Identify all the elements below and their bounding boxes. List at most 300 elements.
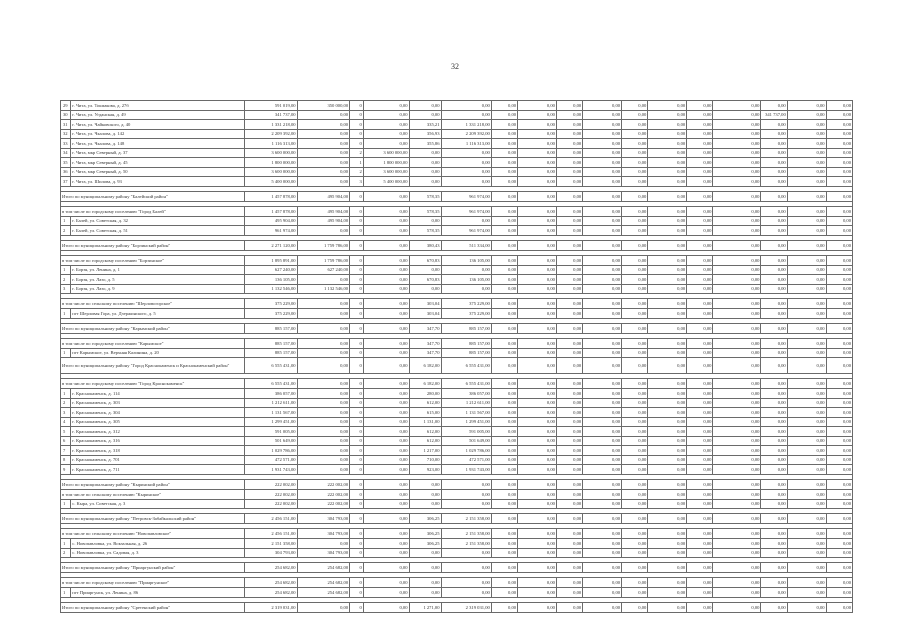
value-cell: 0,00 <box>761 216 787 226</box>
value-cell: 0,00 <box>409 216 441 226</box>
value-cell: 2 <box>350 167 364 177</box>
value-cell: 0,00 <box>518 101 557 111</box>
house-row <box>61 417 853 427</box>
value-cell: 303,04 <box>409 299 441 309</box>
value-cell: 0,00 <box>622 275 648 285</box>
value-cell: 0,00 <box>491 255 517 265</box>
value-cell: 6 555 431,00 <box>441 358 491 374</box>
value-cell: 0,00 <box>363 226 409 236</box>
value-cell: 2 319 031,00 <box>244 602 297 612</box>
value-cell: 254 682,00 <box>244 578 297 588</box>
value-cell: 0 <box>350 120 364 130</box>
value-cell: 0,00 <box>687 129 713 139</box>
value-cell: 511 334,00 <box>441 240 491 250</box>
address-cell: г. Краснокаменск, д. 305 <box>71 417 245 427</box>
value-cell: 0,00 <box>583 191 622 201</box>
value-cell: 0,00 <box>518 226 557 236</box>
value-cell: 0,00 <box>556 514 582 524</box>
value-cell: 0,00 <box>583 216 622 226</box>
value-cell: 0,00 <box>622 489 648 499</box>
row-number: 7 <box>61 446 71 456</box>
value-cell: 0,00 <box>518 167 557 177</box>
value-cell: 0,00 <box>409 177 441 187</box>
value-cell: 612,00 <box>409 436 441 446</box>
value-cell: 0,00 <box>518 158 557 168</box>
value-cell: 2 151 358,00 <box>244 539 297 549</box>
value-cell: 0,00 <box>713 479 761 489</box>
value-cell: 0,00 <box>556 348 582 358</box>
value-cell: 0,00 <box>687 206 713 216</box>
value-cell: 0,00 <box>761 588 787 598</box>
value-cell: 0,00 <box>622 499 648 509</box>
value-cell: 0,00 <box>622 588 648 598</box>
value-cell: 0,00 <box>583 563 622 573</box>
house-row <box>61 548 853 558</box>
value-cell: 0,00 <box>409 167 441 177</box>
value-cell: 591 005,00 <box>244 427 297 437</box>
value-cell: 0,00 <box>491 563 517 573</box>
value-cell: 0,00 <box>648 206 687 216</box>
value-cell: 0,00 <box>648 398 687 408</box>
value-cell: 0,00 <box>491 588 517 598</box>
value-cell: 0,00 <box>687 284 713 294</box>
value-cell: 0,00 <box>687 602 713 612</box>
value-cell: 0,00 <box>787 348 826 358</box>
value-cell: 0,00 <box>787 379 826 389</box>
value-cell: 0,00 <box>687 338 713 348</box>
value-cell: 0,00 <box>761 275 787 285</box>
value-cell: 0,00 <box>826 379 852 389</box>
house-row <box>61 389 853 399</box>
value-cell: 0 <box>350 129 364 139</box>
value-cell: 0,00 <box>687 255 713 265</box>
value-cell: 0,00 <box>648 499 687 509</box>
subtotal-row <box>61 489 853 499</box>
value-cell: 0,00 <box>713 338 761 348</box>
house-row <box>61 499 853 509</box>
value-cell: 0,00 <box>363 455 409 465</box>
value-cell: 1 457 878,00 <box>244 191 297 201</box>
value-cell: 1 800 000,00 <box>363 158 409 168</box>
value-cell: 0,00 <box>648 529 687 539</box>
value-cell: 591 019,00 <box>244 101 297 111</box>
value-cell: 3 600 000,00 <box>244 148 297 158</box>
value-cell: 0,00 <box>409 284 441 294</box>
value-cell: 0,00 <box>491 408 517 418</box>
value-cell: 0,00 <box>787 299 826 309</box>
value-cell: 0 <box>350 206 364 216</box>
value-cell: 0 <box>350 191 364 201</box>
value-cell: 0,00 <box>622 479 648 489</box>
value-cell: 0,00 <box>556 427 582 437</box>
value-cell: 0,00 <box>363 275 409 285</box>
value-cell: 0,00 <box>583 129 622 139</box>
value-cell: 347,70 <box>409 323 441 333</box>
value-cell: 0,00 <box>687 563 713 573</box>
value-cell: 0,00 <box>297 158 350 168</box>
value-cell: 0,00 <box>761 446 787 456</box>
house-row <box>61 216 853 226</box>
value-cell: 0,00 <box>622 110 648 120</box>
subtotal-row <box>61 338 853 348</box>
value-cell: 0,00 <box>713 578 761 588</box>
value-cell: 0,00 <box>787 539 826 549</box>
value-cell: 0,00 <box>297 417 350 427</box>
value-cell: 0,00 <box>761 323 787 333</box>
value-cell: 0,00 <box>491 299 517 309</box>
value-cell: 0,00 <box>787 465 826 475</box>
value-cell: 0,00 <box>713 489 761 499</box>
value-cell: 0,00 <box>826 255 852 265</box>
subtotal-row <box>61 529 853 539</box>
value-cell: 0,00 <box>787 588 826 598</box>
value-cell: 0,00 <box>713 275 761 285</box>
value-cell: 0,00 <box>787 206 826 216</box>
value-cell: 0,00 <box>297 323 350 333</box>
value-cell: 0,00 <box>491 455 517 465</box>
value-cell: 501 649,00 <box>441 436 491 446</box>
house-row <box>61 408 853 418</box>
value-cell: 0,00 <box>491 191 517 201</box>
value-cell: 0,00 <box>491 436 517 446</box>
value-cell: 0,00 <box>787 139 826 149</box>
value-cell: 0,00 <box>787 129 826 139</box>
value-cell: 0,00 <box>713 129 761 139</box>
value-cell: 0,00 <box>556 588 582 598</box>
value-cell: 0,00 <box>826 284 852 294</box>
value-cell: 0,00 <box>583 499 622 509</box>
value-cell: 0,00 <box>761 265 787 275</box>
value-cell: 0,00 <box>491 379 517 389</box>
address-cell: г. Чита, ул. Токмакова, д. 27б <box>71 101 245 111</box>
value-cell: 0,00 <box>491 129 517 139</box>
value-cell: 0 <box>350 436 364 446</box>
value-cell: 0,00 <box>518 446 557 456</box>
value-cell: 0,00 <box>491 479 517 489</box>
value-cell: 0,00 <box>441 479 491 489</box>
value-cell: 0,00 <box>761 379 787 389</box>
value-cell: 0,00 <box>583 158 622 168</box>
value-cell: 0,00 <box>648 548 687 558</box>
value-cell: 578,35 <box>409 206 441 216</box>
value-cell: 0,00 <box>648 191 687 201</box>
subtotal-label: Итого по муниципальному району "Карымский район" <box>61 323 245 333</box>
value-cell: 0,00 <box>491 529 517 539</box>
value-cell: 375 229,00 <box>244 309 297 319</box>
value-cell: 0,00 <box>826 465 852 475</box>
value-cell: 0,00 <box>713 602 761 612</box>
subtotal-row <box>61 323 853 333</box>
value-cell: 0,00 <box>491 499 517 509</box>
address-cell: с. Кыра, ул. Советская, д. 3 <box>71 499 245 509</box>
row-number: 2 <box>61 275 71 285</box>
value-cell: 0,00 <box>622 446 648 456</box>
value-cell: 280,00 <box>409 389 441 399</box>
value-cell: 2 209 392,00 <box>441 129 491 139</box>
value-cell: 0,00 <box>648 309 687 319</box>
value-cell: 612,00 <box>409 427 441 437</box>
value-cell: 0,00 <box>622 139 648 149</box>
value-cell: 304 793,00 <box>297 548 350 558</box>
value-cell: 0,00 <box>556 548 582 558</box>
value-cell: 0,00 <box>687 265 713 275</box>
address-cell: г. Краснокаменск, д. 304 <box>71 408 245 418</box>
value-cell: 0,00 <box>622 417 648 427</box>
value-cell: 1 331 218,00 <box>441 120 491 130</box>
value-cell: 0,00 <box>556 226 582 236</box>
value-cell: 3 600 000,00 <box>244 167 297 177</box>
row-number: 2 <box>61 398 71 408</box>
value-cell: 0,00 <box>363 417 409 427</box>
value-cell: 0,00 <box>297 348 350 358</box>
value-cell: 0 <box>350 110 364 120</box>
value-cell: 0,00 <box>713 206 761 216</box>
value-cell: 306,25 <box>409 539 441 549</box>
value-cell: 0,00 <box>787 514 826 524</box>
value-cell: 0,00 <box>491 323 517 333</box>
value-cell: 0,00 <box>518 379 557 389</box>
value-cell: 0,00 <box>441 148 491 158</box>
value-cell: 0 <box>350 417 364 427</box>
value-cell: 0,00 <box>687 578 713 588</box>
value-cell: 0,00 <box>713 408 761 418</box>
value-cell: 0,00 <box>761 465 787 475</box>
value-cell: 0,00 <box>787 177 826 187</box>
value-cell: 0,00 <box>583 275 622 285</box>
value-cell: 0,00 <box>363 588 409 598</box>
address-cell: с. Новопавловка, ул. Вокзальная, д. 26 <box>71 539 245 549</box>
value-cell: 0,00 <box>761 548 787 558</box>
address-cell: г. Борзя, ул. Лазо, д. 9 <box>71 284 245 294</box>
house-row <box>61 120 853 130</box>
value-cell: 222 002,00 <box>244 499 297 509</box>
subtotal-row <box>61 206 853 216</box>
value-cell: 0,00 <box>687 539 713 549</box>
value-cell: 0,00 <box>297 427 350 437</box>
row-number: 32 <box>61 129 71 139</box>
value-cell: 0,00 <box>826 602 852 612</box>
value-cell: 0,00 <box>787 455 826 465</box>
value-cell: 2 151 358,00 <box>441 529 491 539</box>
subtotal-label: в том числе по сельскому поселению "Кыринское" <box>61 489 245 499</box>
house-row <box>61 139 853 149</box>
value-cell: 0,00 <box>363 191 409 201</box>
value-cell: 1 131 567,00 <box>441 408 491 418</box>
value-cell: 0,00 <box>787 284 826 294</box>
house-row <box>61 455 853 465</box>
value-cell: 0,00 <box>826 514 852 524</box>
value-cell: 0,00 <box>687 427 713 437</box>
value-cell: 0,00 <box>622 167 648 177</box>
value-cell: 0,00 <box>761 563 787 573</box>
value-cell: 0,00 <box>826 417 852 427</box>
value-cell: 0,00 <box>826 358 852 374</box>
value-cell: 0,00 <box>687 139 713 149</box>
value-cell: 0,00 <box>409 578 441 588</box>
value-cell: 222 002,00 <box>244 489 297 499</box>
value-cell: 0,00 <box>713 588 761 598</box>
value-cell: 254 682,00 <box>244 588 297 598</box>
row-number: 1 <box>61 348 71 358</box>
address-cell: г. Борзя, ул. Ленина, д. 1 <box>71 265 245 275</box>
value-cell: 222 002,00 <box>297 489 350 499</box>
value-cell: 0,00 <box>583 389 622 399</box>
value-cell: 0,00 <box>556 101 582 111</box>
value-cell: 0,00 <box>518 479 557 489</box>
value-cell: 0,00 <box>491 446 517 456</box>
value-cell: 0,00 <box>518 110 557 120</box>
value-cell: 0,00 <box>518 427 557 437</box>
value-cell: 335,21 <box>409 120 441 130</box>
house-row <box>61 427 853 437</box>
value-cell: 375 229,00 <box>441 309 491 319</box>
value-cell: 0,00 <box>583 455 622 465</box>
value-cell: 0,00 <box>761 338 787 348</box>
value-cell: 591 005,00 <box>441 427 491 437</box>
value-cell: 0,00 <box>583 446 622 456</box>
value-cell: 0,00 <box>518 139 557 149</box>
value-cell: 495 904,00 <box>244 216 297 226</box>
value-cell: 0,00 <box>648 323 687 333</box>
value-cell: 0,00 <box>761 255 787 265</box>
value-cell: 0,00 <box>713 216 761 226</box>
value-cell: 0,00 <box>363 563 409 573</box>
value-cell: 0,00 <box>648 602 687 612</box>
value-cell: 961 974,00 <box>441 191 491 201</box>
value-cell: 0,00 <box>363 398 409 408</box>
value-cell: 380,43 <box>409 240 441 250</box>
value-cell: 0,00 <box>622 177 648 187</box>
row-number: 3 <box>61 408 71 418</box>
value-cell: 6 182,00 <box>409 358 441 374</box>
value-cell: 0,00 <box>363 446 409 456</box>
value-cell: 495 904,00 <box>297 206 350 216</box>
value-cell: 0,00 <box>363 240 409 250</box>
value-cell: 0 <box>350 398 364 408</box>
value-cell: 136 105,00 <box>441 255 491 265</box>
value-cell: 0,00 <box>622 455 648 465</box>
house-row <box>61 167 853 177</box>
row-number: 34 <box>61 148 71 158</box>
value-cell: 0,00 <box>363 436 409 446</box>
row-number: 1 <box>61 216 71 226</box>
value-cell: 0,00 <box>787 398 826 408</box>
value-cell: 0,00 <box>826 436 852 446</box>
value-cell: 0,00 <box>761 479 787 489</box>
value-cell: 0,00 <box>687 120 713 130</box>
value-cell: 0,00 <box>761 436 787 446</box>
value-cell: 375 229,00 <box>441 299 491 309</box>
house-row <box>61 265 853 275</box>
value-cell: 0,00 <box>409 563 441 573</box>
value-cell: 0,00 <box>583 265 622 275</box>
value-cell: 5 400 000,00 <box>363 177 409 187</box>
value-cell: 0,00 <box>761 398 787 408</box>
value-cell: 0,00 <box>648 299 687 309</box>
value-cell: 0,00 <box>826 539 852 549</box>
value-cell: 0,00 <box>826 275 852 285</box>
value-cell: 0,00 <box>583 206 622 216</box>
value-cell: 0,00 <box>787 240 826 250</box>
value-cell: 0,00 <box>583 309 622 319</box>
value-cell: 627 240,00 <box>244 265 297 275</box>
value-cell: 0,00 <box>583 299 622 309</box>
value-cell: 0,00 <box>713 379 761 389</box>
value-cell: 0,00 <box>713 167 761 177</box>
value-cell: 0,00 <box>518 275 557 285</box>
subtotal-row <box>61 255 853 265</box>
value-cell: 0,00 <box>826 499 852 509</box>
value-cell: 0,00 <box>583 323 622 333</box>
address-cell: г. Чита, мкр Северный, д. 37 <box>71 148 245 158</box>
value-cell: 0,00 <box>713 499 761 509</box>
value-cell: 0,00 <box>518 338 557 348</box>
value-cell: 0 <box>350 338 364 348</box>
value-cell: 0,00 <box>363 348 409 358</box>
value-cell: 0,00 <box>687 348 713 358</box>
value-cell: 0,00 <box>518 563 557 573</box>
value-cell: 615,00 <box>409 408 441 418</box>
value-cell: 0,00 <box>622 226 648 236</box>
subtotal-row <box>61 191 853 201</box>
value-cell: 0,00 <box>363 101 409 111</box>
value-cell: 0,00 <box>363 309 409 319</box>
value-cell: 0,00 <box>622 539 648 549</box>
value-cell: 0,00 <box>583 177 622 187</box>
value-cell: 0,00 <box>622 216 648 226</box>
value-cell: 0,00 <box>787 265 826 275</box>
value-cell: 1 299 451,00 <box>441 417 491 427</box>
value-cell: 0 <box>350 226 364 236</box>
house-row <box>61 436 853 446</box>
value-cell: 306,25 <box>409 529 441 539</box>
value-cell: 0,00 <box>622 408 648 418</box>
value-cell: 0 <box>350 265 364 275</box>
row-number: 2 <box>61 226 71 236</box>
value-cell: 222 002,00 <box>297 499 350 509</box>
value-cell: 0,00 <box>556 529 582 539</box>
value-cell: 0,00 <box>297 408 350 418</box>
value-cell: 0,00 <box>787 578 826 588</box>
value-cell: 0,00 <box>826 578 852 588</box>
value-cell: 0,00 <box>556 177 582 187</box>
address-cell: пгт Приаргунск, ул. Ленина, д. 86 <box>71 588 245 598</box>
capital-repair-table <box>60 100 853 613</box>
value-cell: 0,00 <box>622 529 648 539</box>
value-cell: 0,00 <box>787 408 826 418</box>
value-cell: 0,00 <box>518 548 557 558</box>
value-cell: 0,00 <box>491 417 517 427</box>
value-cell: 0,00 <box>687 226 713 236</box>
value-cell: 0 <box>350 489 364 499</box>
value-cell: 0,00 <box>713 398 761 408</box>
value-cell: 0,00 <box>787 548 826 558</box>
value-cell: 0,00 <box>297 436 350 446</box>
house-row <box>61 226 853 236</box>
subtotal-label: в том числе по городскому поселению "Карымское" <box>61 338 245 348</box>
value-cell: 0,00 <box>518 206 557 216</box>
value-cell: 0,00 <box>363 139 409 149</box>
value-cell: 0,00 <box>583 110 622 120</box>
value-cell: 0 <box>350 602 364 612</box>
value-cell: 0,00 <box>648 417 687 427</box>
row-number: 3 <box>61 284 71 294</box>
value-cell: 0,00 <box>622 129 648 139</box>
value-cell: 0,00 <box>787 446 826 456</box>
value-cell: 0,00 <box>518 578 557 588</box>
value-cell: 0,00 <box>491 539 517 549</box>
value-cell: 0,00 <box>687 158 713 168</box>
